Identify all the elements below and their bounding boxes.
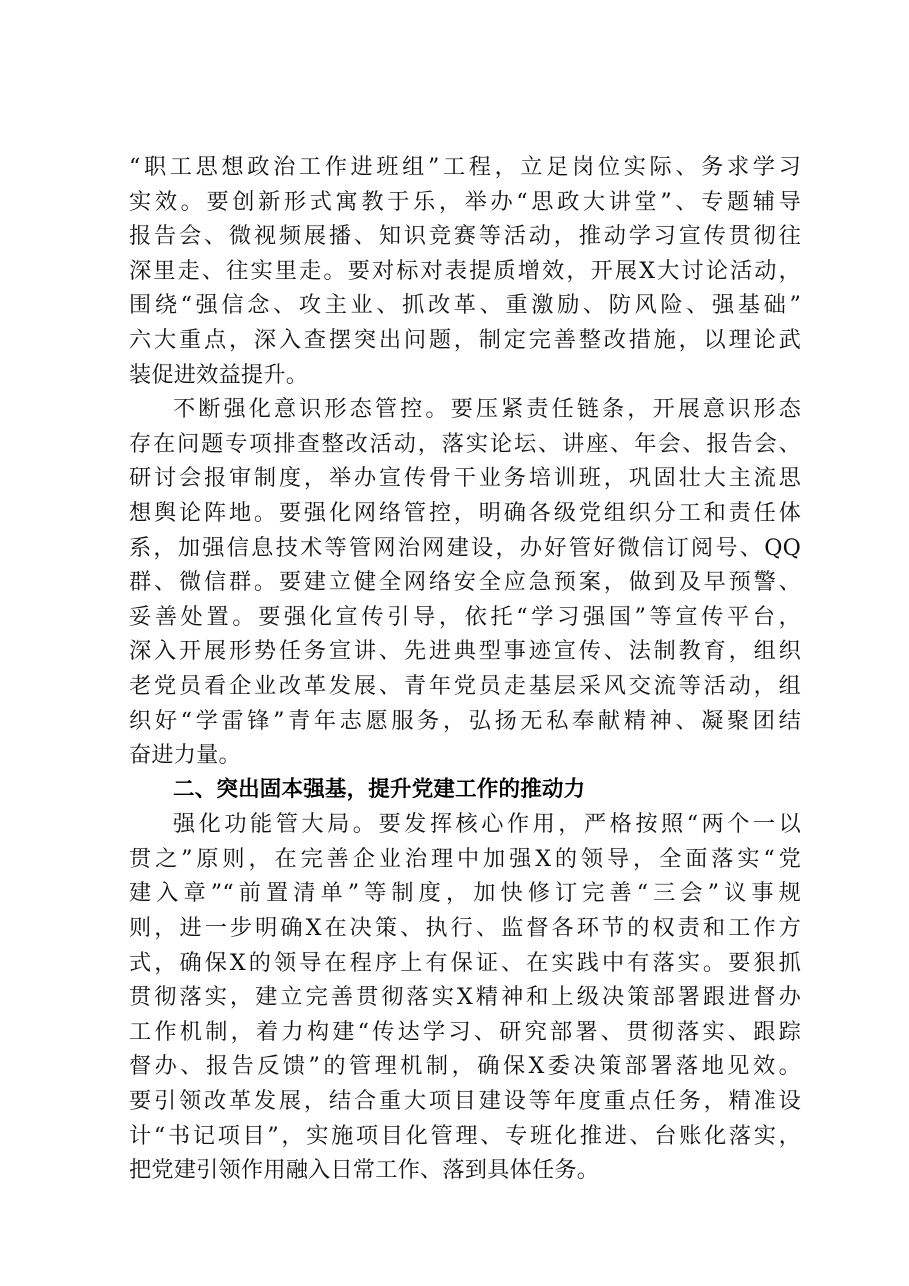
paragraph-3-line: 工作机制，着力构建“传达学习、研究部署、贯彻落实、跟踪 [129, 1018, 801, 1045]
paragraph-1-line: 报告会、微视频展播、知识竞赛等活动，推动学习宣传贯彻往 [129, 223, 801, 250]
paragraph-1-line: 围绕“强信念、攻主业、抓改革、重激励、防风险、强基础” [129, 292, 801, 319]
paragraph-1-line: 六大重点，深入查摆突出问题，制定完善整改措施，以理论武 [129, 326, 801, 353]
paragraph-2-line: 奋进力量。 [129, 742, 241, 769]
paragraph-3-line: 式，确保X的领导在程序上有保证、在实践中有落实。要狠抓 [129, 949, 801, 976]
paragraph-2-line: 不断强化意识形态管控。要压紧责任链条，开展意识形态 [173, 396, 801, 423]
paragraph-2-line: 织好“学雷锋”青年志愿服务，弘扬无私奉献精神、凝聚团结 [129, 707, 801, 734]
paragraph-2-line: 老党员看企业改革发展、青年党员走基层采风交流等活动，组 [129, 672, 801, 699]
paragraph-2-line: 深入开展形势任务宣讲、先进典型事迹宣传、法制教育，组织 [129, 638, 801, 665]
paragraph-3-line: 计“书记项目”，实施项目化管理、专班化推进、台账化落实， [129, 1122, 801, 1149]
paragraph-2-line: 妥善处置。要强化宣传引导，依托“学习强国”等宣传平台， [129, 603, 801, 630]
paragraph-1-line: 深里走、往实里走。要对标对表提质增效，开展X大讨论活动， [129, 257, 801, 284]
paragraph-2-line: 研讨会报审制度，举办宣传骨干业务培训班，巩固壮大主流思 [129, 465, 801, 492]
paragraph-2-line: 存在问题专项排查整改活动，落实论坛、讲座、年会、报告会、 [129, 430, 801, 457]
paragraph-3-line: 督办、报告反馈”的管理机制，确保X委决策部署落地见效。 [129, 1053, 801, 1080]
paragraph-3-line: 把党建引领作用融入日常工作、落到具体任务。 [129, 1157, 600, 1184]
paragraph-3-line: 强化功能管大局。要发挥核心作用，严格按照“两个一以 [173, 811, 801, 838]
paragraph-1-line: 实效。要创新形式寓教于乐，举办“思政大讲堂”、专题辅导 [129, 188, 801, 215]
paragraph-1-line: “职工思想政治工作进班组”工程，立足岗位实际、务求学习 [129, 154, 801, 180]
paragraph-2-line: 系，加强信息技术等管网治网建设，办好管好微信订阅号、QQ [129, 534, 801, 561]
paragraph-3-line: 贯之”原则，在完善企业治理中加强X的领导，全面落实“党 [129, 845, 801, 872]
document-body [129, 150, 801, 1188]
paragraph-3-line: 要引领改革发展，结合重大项目建设等年度重点任务，精准设 [129, 1088, 801, 1115]
paragraph-3-line: 则，进一步明确X在决策、执行、监督各环节的权责和工作方 [129, 915, 801, 942]
paragraph-1-line: 装促进效益提升。 [129, 361, 309, 388]
paragraph-3-line: 贯彻落实，建立完善贯彻落实X精神和上级决策部署跟进督办 [129, 984, 801, 1011]
paragraph-2-line: 群、微信群。要建立健全网络安全应急预案，做到及早预警、 [129, 569, 801, 596]
paragraph-3-line: 建入章”“前置清单”等制度，加快修订完善“三会”议事规 [129, 880, 801, 907]
section-heading: 二、突出固本强基，提升党建工作的推动力 [173, 776, 586, 802]
paragraph-2-line: 想舆论阵地。要强化网络管控，明确各级党组织分工和责任体 [129, 499, 801, 526]
